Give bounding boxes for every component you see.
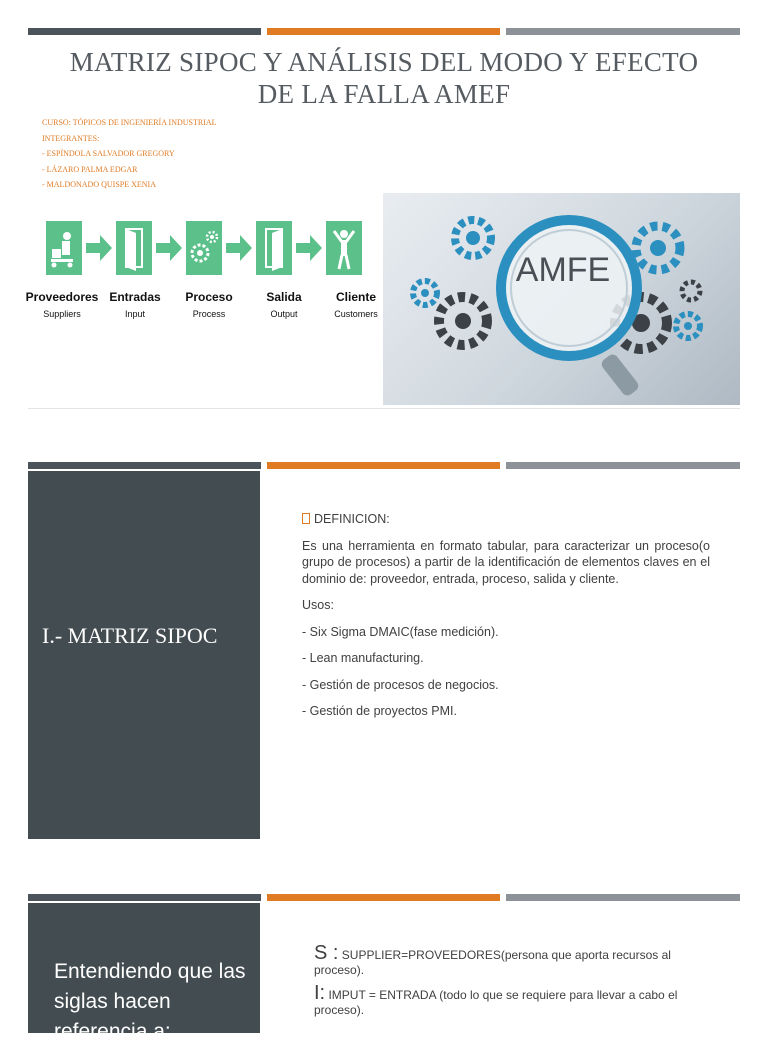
accent-bar-orange xyxy=(267,462,500,469)
accent-bar-light-gray xyxy=(506,462,740,469)
use-item: - Lean manufacturing. xyxy=(302,651,424,665)
course-info xyxy=(42,115,217,193)
step-label: Proceso xyxy=(185,290,233,304)
slide-title xyxy=(28,46,740,110)
step-label: Salida xyxy=(266,290,302,304)
member-2: - LÁZARO PALMA EDGAR xyxy=(42,164,138,174)
step-sublabel: Customers xyxy=(334,309,378,319)
acronym-letter: S : xyxy=(314,942,339,964)
top-accent-bars xyxy=(28,894,740,901)
gear-icon xyxy=(455,220,491,256)
sipoc-acronym-slide xyxy=(28,894,740,1043)
arrow-icon xyxy=(86,235,112,261)
course-name: CURSO: TÓPICOS DE INGENIERÍA INDUSTRIAL xyxy=(42,118,217,127)
step-sublabel: Suppliers xyxy=(43,309,81,319)
bullet-icon xyxy=(302,513,310,524)
acronym-text: SUPPLIER=PROVEEDORES(persona que aporta recursos al proceso). xyxy=(314,948,671,977)
gear-icon xyxy=(682,282,700,300)
gear-icon xyxy=(636,226,680,270)
acronym-item xyxy=(314,942,724,978)
accent-bar-orange xyxy=(267,28,500,35)
section-title-panel xyxy=(28,471,260,839)
use-item: - Six Sigma DMAIC(fase medición). xyxy=(302,624,499,639)
gear-icon xyxy=(413,281,437,305)
amfe-illustration xyxy=(383,193,740,405)
amfe-magnifier-image xyxy=(383,193,740,405)
member-3: - MALDONADO QUISPE XENIA xyxy=(42,180,156,189)
accent-bar-gray xyxy=(28,894,261,901)
magnifier-icon xyxy=(501,220,641,398)
person-icon xyxy=(326,221,362,275)
person-dolly-icon xyxy=(46,221,82,275)
acronym-intro-panel xyxy=(28,903,260,1043)
use-item: - Gestión de proyectos PMI. xyxy=(302,704,457,718)
use-item: - Gestión de procesos de negocios. xyxy=(302,677,499,692)
accent-bar-light-gray xyxy=(506,894,740,901)
door-icon xyxy=(256,221,292,275)
acronym-item xyxy=(314,982,724,1018)
top-accent-bars xyxy=(28,462,740,469)
step-sublabel: Process xyxy=(192,309,226,319)
sipoc-diagram xyxy=(25,193,383,408)
acronym-content xyxy=(314,942,724,1026)
title-line-1: MATRIZ SIPOC Y ANÁLISIS DEL MODO Y EFECTO xyxy=(69,47,699,77)
accent-bar-gray xyxy=(28,462,261,469)
sipoc-diagram-image xyxy=(25,193,383,408)
definition-text: Es una herramienta en formato tabular, para caracterizar un proceso(o grupo de procesos) a partir de la identificación de elementos claves en el dominio de: proveedor, entrada, proceso, salida y cliente. xyxy=(302,538,710,586)
accent-bar-orange xyxy=(267,894,500,901)
gear-icon xyxy=(439,297,487,345)
step-sublabel: Output xyxy=(270,309,298,319)
accent-bar-gray xyxy=(28,28,261,35)
gears-icon xyxy=(186,221,222,275)
slide-bottom-divider xyxy=(28,408,740,409)
title-line-2: DE LA FALLA AMEF xyxy=(257,79,511,109)
definition-heading: DEFINICION: xyxy=(314,512,390,526)
step-label: Proveedores xyxy=(25,290,99,304)
step-label: Entradas xyxy=(109,290,161,304)
accent-bar-light-gray xyxy=(506,28,740,35)
door-icon xyxy=(116,221,152,275)
arrow-icon xyxy=(296,235,322,261)
acronym-intro-text: Entendiendo que las siglas hacen referencia a: xyxy=(54,960,246,1043)
acronym-text: IMPUT = ENTRADA (todo lo que se requiere para llevar a cabo el proceso). xyxy=(314,988,678,1017)
amfe-image-text: AMFE xyxy=(515,251,611,289)
members-label: INTEGRANTES: xyxy=(42,133,100,143)
title-slide xyxy=(25,28,740,410)
uses-label: Usos: xyxy=(302,598,334,612)
sipoc-definition-slide xyxy=(28,462,740,839)
definition-content xyxy=(302,511,710,730)
gear-icon xyxy=(676,314,700,338)
acronym-letter: I: xyxy=(314,982,326,1004)
step-label: Cliente xyxy=(335,290,377,304)
step-sublabel: Input xyxy=(124,309,146,319)
member-1: - ESPÍNDOLA SALVADOR GREGORY xyxy=(42,149,175,158)
top-accent-bars xyxy=(28,28,740,35)
section-title: I.- MATRIZ SIPOC xyxy=(42,623,218,648)
arrow-icon xyxy=(156,235,182,261)
arrow-icon xyxy=(226,235,252,261)
